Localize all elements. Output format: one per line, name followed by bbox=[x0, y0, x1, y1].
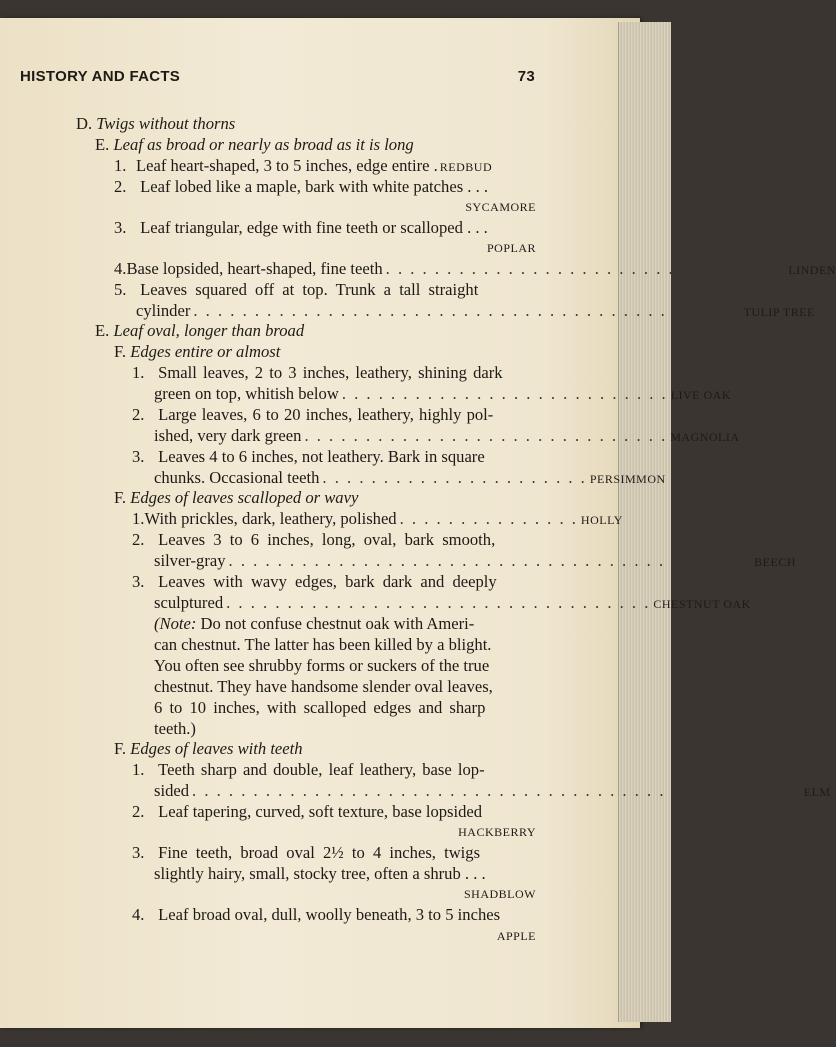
tree-name: LIVE OAK bbox=[670, 388, 732, 402]
tree-name: CHESTNUT OAK bbox=[653, 597, 751, 611]
key-item: 3. Leaves 4 to 6 inches, not leathery. Bark in square bbox=[132, 447, 485, 466]
page-number: 73 bbox=[517, 68, 535, 85]
note-line: chestnut. They have handsome slender oval leaves, bbox=[154, 677, 493, 696]
tree-name: LINDEN bbox=[788, 263, 836, 277]
note-line: (Note: Do not confuse chestnut oak with Ameri- bbox=[154, 614, 475, 633]
key-item: 2. Leaf tapering, curved, soft texture, base lopsided bbox=[132, 802, 483, 821]
key-item-continued: chunks. Occasional teeth . . . . . . . . . . . . . . . . . . . . . . PERSIMMON bbox=[154, 468, 666, 487]
key-item: 3. Fine teeth, broad oval 2½ to 4 inches, twigs bbox=[132, 843, 481, 862]
tree-name: POPLAR bbox=[486, 241, 536, 255]
tree-name: HOLLY bbox=[580, 513, 623, 527]
key-item-continued: green on top, whitish below . . . . . . . . . . . . . . . . . . . . . . . . . . . LIVE OAK bbox=[154, 384, 732, 403]
key-item: 1. Leaf heart-shaped, 3 to 5 inches, edge entire . REDBUD bbox=[114, 156, 493, 175]
key-item: 1. Small leaves, 2 to 3 inches, leathery, shining dark bbox=[132, 363, 503, 382]
key-item: 5. Leaves squared off at top. Trunk a tall straight bbox=[114, 280, 479, 299]
key-item: 3. Leaves with wavy edges, bark dark and deeply bbox=[132, 572, 497, 591]
tree-name: SHADBLOW bbox=[464, 887, 536, 901]
tree-name: HACKBERRY bbox=[458, 825, 536, 839]
running-header bbox=[20, 68, 535, 85]
note-line: teeth.) bbox=[154, 719, 196, 738]
key-item: 2. Leaf lobed like a maple, bark with white patches . . . bbox=[114, 177, 489, 196]
tree-name: BEECH bbox=[754, 555, 797, 569]
tree-name: PERSIMMON bbox=[589, 472, 666, 486]
note-line: can chestnut. The latter has been killed by a blight. bbox=[154, 635, 492, 654]
key-heading-e1: E. Leaf as broad or nearly as broad as it is long bbox=[95, 135, 414, 154]
key-item: 1. With prickles, dark, leathery, polished . . . . . . . . . . . . . . . HOLLY bbox=[132, 509, 623, 528]
key-heading-e2: E. Leaf oval, longer than broad bbox=[95, 321, 305, 340]
key-item-continued: sided . . . . . . . . . . . . . . . . . . . . . . . . . . . . . . . . . . . . . . . . . . . . . . . . . . ELM bbox=[154, 781, 831, 800]
tree-name: REDBUD bbox=[439, 160, 493, 174]
note-line: 6 to 10 inches, with scalloped edges and sharp bbox=[154, 698, 486, 717]
tree-name: APPLE bbox=[496, 929, 536, 943]
key-item-continued: slightly hairy, small, stocky tree, often a shrub . . . bbox=[154, 864, 486, 883]
key-item: 4. Base lopsided, heart-shaped, fine teeth . . . . . . . . . . . . . . . . . . . . . . . . . . . . . . . . . LINDEN bbox=[114, 259, 836, 278]
tree-name: TULIP TREE bbox=[743, 305, 815, 319]
key-item-continued: silver-gray . . . . . . . . . . . . . . . . . . . . . . . . . . . . . . . . . . . . . . . . . . . BEECH bbox=[154, 551, 797, 570]
key-heading-d: D. Twigs without thorns bbox=[76, 114, 236, 133]
tree-name: ELM bbox=[803, 785, 831, 799]
key-item: 2. Leaves 3 to 6 inches, long, oval, bark smooth, bbox=[132, 530, 496, 549]
section-title: HISTORY AND FACTS bbox=[20, 68, 181, 85]
key-item-continued: cylinder . . . . . . . . . . . . . . . . . . . . . . . . . . . . . . . . . . . . . . . . . . . . . TULIP TREE bbox=[136, 301, 815, 320]
key-item-continued: sculptured . . . . . . . . . . . . . . . . . . . . . . . . . . . . . . . . . . . CHESTNUT OAK bbox=[154, 593, 751, 612]
key-item: 2. Large leaves, 6 to 20 inches, leathery, highly pol- bbox=[132, 405, 494, 424]
key-heading-f1: F. Edges entire or almost bbox=[114, 342, 281, 361]
key-item: 3. Leaf triangular, edge with fine teeth or scalloped . . . bbox=[114, 218, 488, 237]
key-item-continued: ished, very dark green . . . . . . . . . . . . . . . . . . . . . . . . . . . . . . MAGNOLIA bbox=[154, 426, 740, 445]
key-item: 1. Teeth sharp and double, leaf leathery, base lop- bbox=[132, 760, 485, 779]
tree-name: MAGNOLIA bbox=[670, 430, 740, 444]
note-line: You often see shrubby forms or suckers of the true bbox=[154, 656, 490, 675]
key-item: 4. Leaf broad oval, dull, woolly beneath, 3 to 5 inches bbox=[132, 905, 501, 924]
key-heading-f3: F. Edges of leaves with teeth bbox=[114, 739, 303, 758]
key-heading-f2: F. Edges of leaves scalloped or wavy bbox=[114, 488, 359, 507]
tree-name: SYCAMORE bbox=[465, 200, 536, 214]
